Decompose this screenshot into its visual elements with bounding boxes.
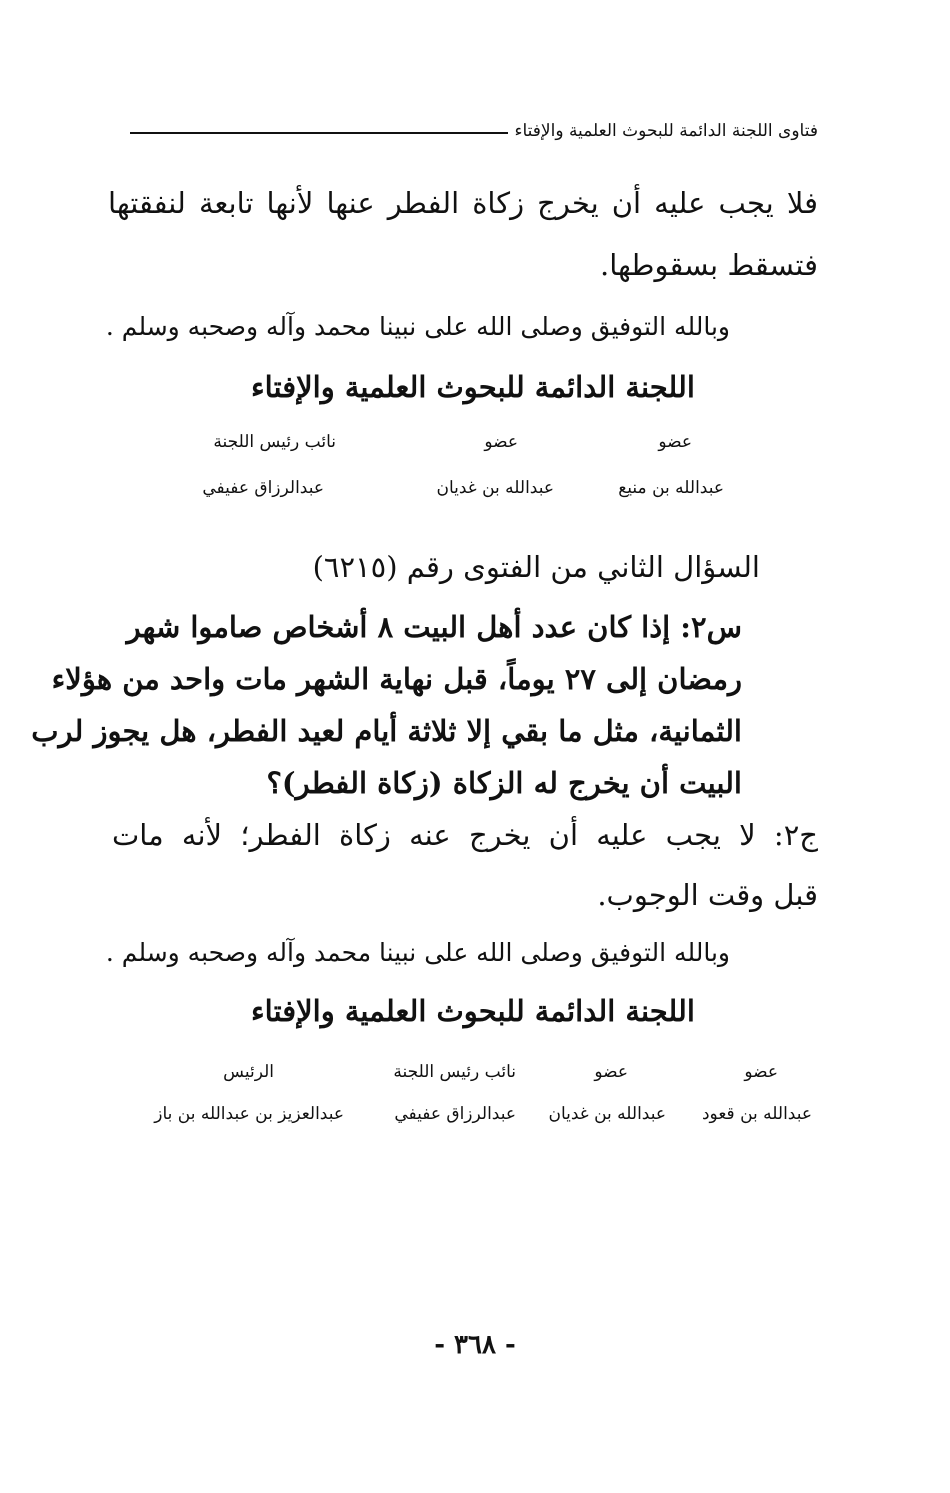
fatwa2-committee-title: اللجنة الدائمة للبحوث العلمية والإفتاء [251,994,695,1028]
fatwa2-sig-name-3: عبدالرزاق عفيفي [394,1104,516,1124]
fatwa1-text-line-2: فتسقط بسقوطها. [600,248,818,282]
fatwa1-closing: وبالله التوفيق وصلى الله على نبينا محمد وآله وصحبه وسلم . [105,312,730,341]
fatwa2-answer-line-1: ج٢: لا يجب عليه أن يخرج عنه زكاة الفطر؛ لأنه مات [112,818,818,852]
fatwa1-text-line-1: فلا يجب عليه أن يخرج زكاة الفطر عنها لأنها تابعة لنفقتها [108,186,818,220]
fatwa1-committee-title: اللجنة الدائمة للبحوث العلمية والإفتاء [251,370,695,404]
fatwa2-sig-name-2: عبدالله بن غديان [548,1104,666,1124]
fatwa2-closing: وبالله التوفيق وصلى الله على نبينا محمد وآله وصحبه وسلم . [105,938,730,967]
fatwa2-heading: السؤال الثاني من الفتوى رقم (٦٢١٥) [312,550,760,584]
fatwa1-signature-roles [0,432,950,462]
fatwa2-question-line-2: رمضان إلى ٢٧ يوماً، قبل نهاية الشهر مات واحد من هؤلاء [51,662,742,696]
running-title: فتاوى اللجنة الدائمة للبحوث العلمية والإفتاء [514,121,818,141]
fatwa2-answer-line-2: قبل وقت الوجوب. [597,878,818,912]
fatwa2-sig-role-4: الرئيس [223,1062,274,1082]
fatwa2-question-line-1: س٢: إذا كان عدد أهل البيت ٨ أشخاص صاموا شهر [126,610,742,644]
fatwa2-sig-role-2: عضو [594,1062,628,1082]
fatwa2-question-line-3: الثمانية، مثل ما بقي إلا ثلاثة أيام لعيد الفطر، هل يجوز لرب [31,714,742,748]
fatwa2-sig-name-1: عبدالله بن قعود [701,1104,812,1124]
fatwa1-sig-role-2: عضو [484,432,518,452]
fatwa1-sig-name-2: عبدالله بن غديان [436,478,554,498]
fatwa1-sig-role-3: نائب رئيس اللجنة [213,432,336,452]
fatwa2-signature-names [0,1104,950,1134]
fatwa1-sig-name-1: عبدالله بن منيع [618,478,724,498]
fatwa2-sig-role-1: عضو [744,1062,778,1082]
fatwa1-signature-names [0,478,950,508]
header-rule [130,132,508,134]
fatwa2-question-line-4: البيت أن يخرج له الزكاة (زكاة الفطر)؟ [266,766,742,800]
fatwa2-signature-roles [0,1062,950,1092]
page-number: - ٣٦٨ - [434,1330,516,1360]
fatwa2-sig-name-4: عبدالعزيز بن عبدالله بن باز [154,1104,344,1124]
fatwa1-sig-role-1: عضو [658,432,692,452]
fatwa1-sig-name-3: عبدالرزاق عفيفي [202,478,324,498]
running-header [130,116,818,146]
fatwa2-sig-role-3: نائب رئيس اللجنة [393,1062,516,1082]
